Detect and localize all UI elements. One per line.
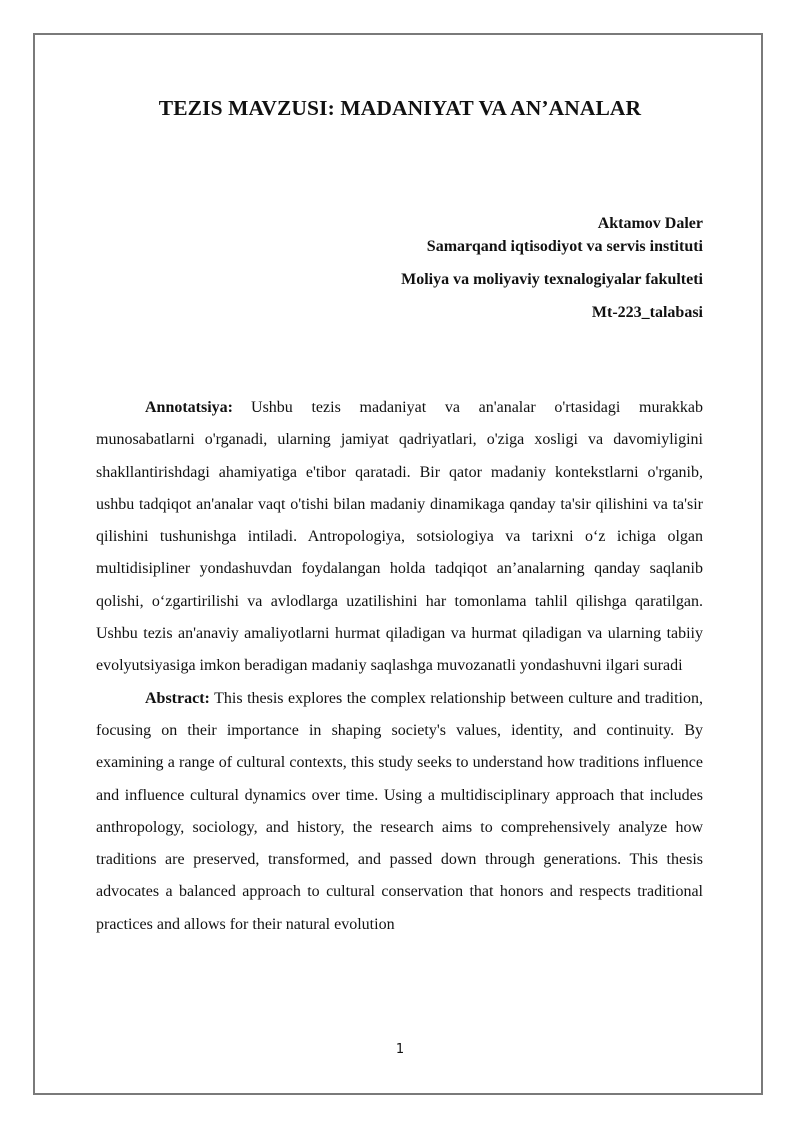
annotation-label: Annotatsiya:: [145, 399, 234, 416]
document-body: [96, 392, 703, 941]
document-title: TEZIS MAVZUSI: MADANIYAT VA AN’ANALAR: [158, 96, 642, 120]
author-group: Mt-223_talabasi: [591, 304, 703, 321]
page-number: 1: [395, 1042, 405, 1057]
annotation-paragraph: [96, 392, 703, 683]
author-name: Aktamov Daler: [597, 215, 703, 232]
abstract-text: This thesis explores the complex relationship between culture and tradition, focusing on their importance in shaping society's values, identity, and continuity. By examining a range of cultural contexts, this study seeks to understand how traditions influence and influence cultural dynamics over time. Using a multidisciplinary approach that includes anthropology, sociology, and history, the research aims to comprehensively analyze how traditions are preserved, transformed, and passed down through generations. This thesis advocates a balanced approach to cultural conservation that honors and respects traditional practices and allows for their natural evolution: [96, 689, 704, 933]
abstract-label: Abstract:: [145, 689, 210, 707]
author-block: [401, 212, 703, 324]
abstract-paragraph: [96, 683, 703, 941]
author-institution: Samarqand iqtisodiyot va servis instituti: [426, 238, 703, 255]
annotation-text: Ushbu tezis madaniyat va an'analar o'rtasidagi murakkab munosabatlarni o'rganadi, ularning jamiyat qadriyatlari, o'ziga xosligi va davomiyligini shakllantirishdagi ahamiyatiga e'tibor qaratadi. Bir qator madaniy kontekstlarni o'rganib, ushbu tadqiqot an'analar vaqt o'tishi bilan madaniy dinamikaga qanday ta'sir qilishini va ta'sir qilishini tushunishga intiladi. Antropologiya, sotsiologiya va tarixni o‘z ichiga olgan multidisipliner yondashuvdan foydalangan holda tadqiqot an’analarning qanday saqlanib qolishi, o‘zgartirilishi va avlodlarga uzatilishini har tomonlama tahlil qilishga qaratilgan. Ushbu tezis an'anaviy amaliyotlarni hurmat qiladigan va hurmat qiladigan va ularning tabiiy evolyutsiyasiga imkon beradigan madaniy saqlashga muvozanatli yondashuvni ilgari suradi: [96, 399, 703, 675]
author-faculty: Moliya va moliyaviy texnalogiyalar fakulteti: [401, 271, 703, 288]
